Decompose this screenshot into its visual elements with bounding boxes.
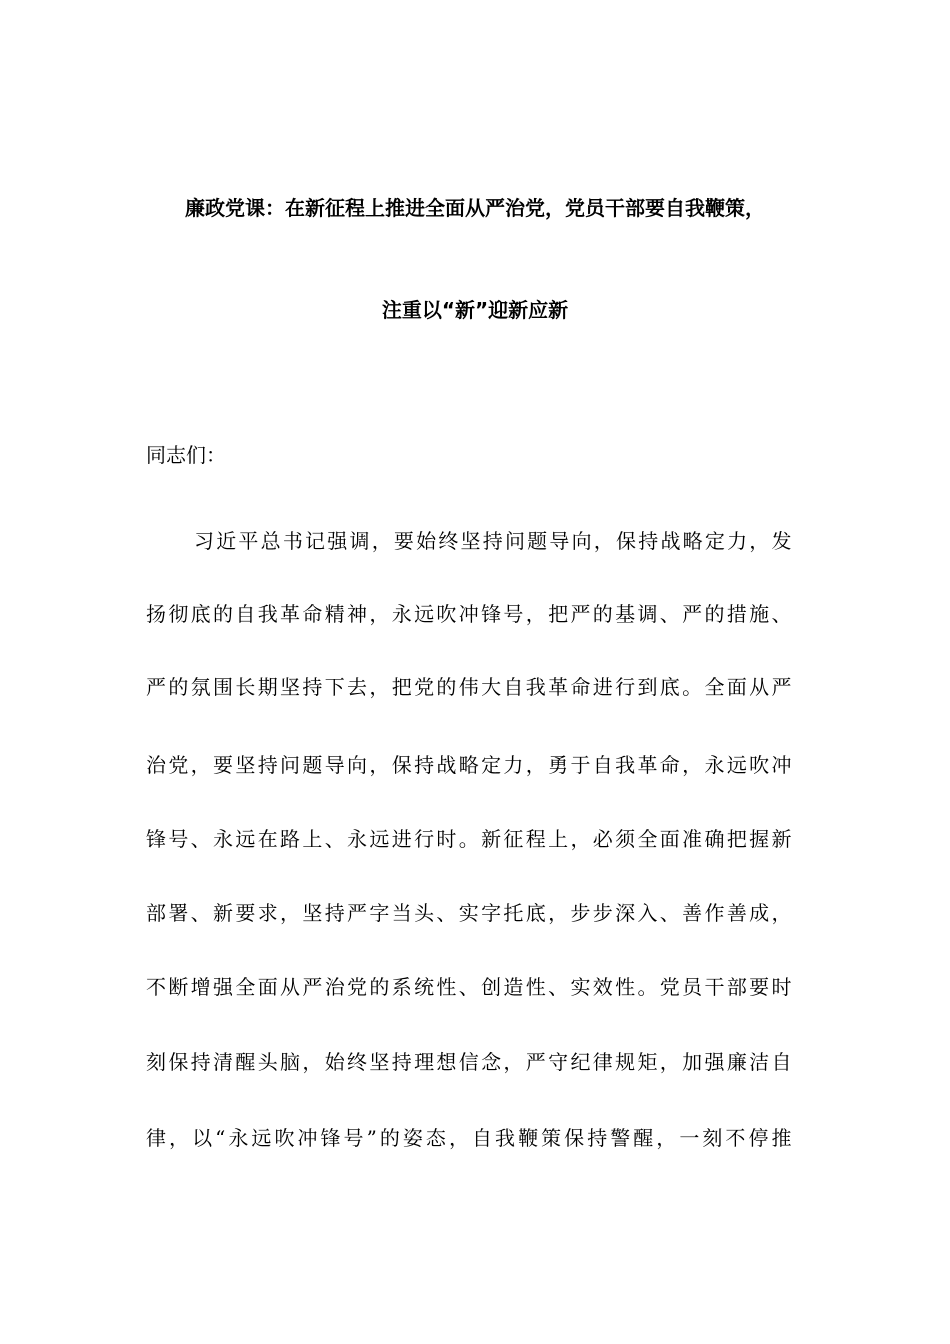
paragraph-line-4: 治党，要坚持问题导向，保持战略定力，勇于自我革命，永远吹冲: [146, 753, 792, 777]
paragraph-line-8: 刻保持清醒头脑，始终坚持理想信念，严守纪律规矩，加强廉洁自: [146, 1050, 792, 1074]
document-title-line-1: 廉政党课：在新征程上推进全面从严治党，党员干部要自我鞭策，: [185, 196, 765, 220]
paragraph-line-5: 锋号、永远在路上、永远进行时。新征程上，必须全面准确把握新: [146, 827, 792, 851]
paragraph-line-1: 习近平总书记强调，要始终坚持问题导向，保持战略定力，发: [194, 529, 792, 553]
paragraph-line-3: 严的氛围长期坚持下去，把党的伟大自我革命进行到底。全面从严: [146, 675, 792, 699]
paragraph-line-6: 部署、新要求，坚持严字当头、实字托底，步步深入、善作善成，: [146, 901, 792, 925]
salutation: 同志们：: [146, 443, 226, 467]
paragraph-line-9: 律，以“永远吹冲锋号”的姿态，自我鞭策保持警醒，一刻不停推: [146, 1126, 792, 1150]
paragraph-line-7: 不断增强全面从严治党的系统性、创造性、实效性。党员干部要时: [146, 975, 792, 999]
document-title-line-2: 注重以“新”迎新应新: [381, 298, 569, 322]
paragraph-line-2: 扬彻底的自我革命精神，永远吹冲锋号，把严的基调、严的措施、: [146, 602, 792, 626]
